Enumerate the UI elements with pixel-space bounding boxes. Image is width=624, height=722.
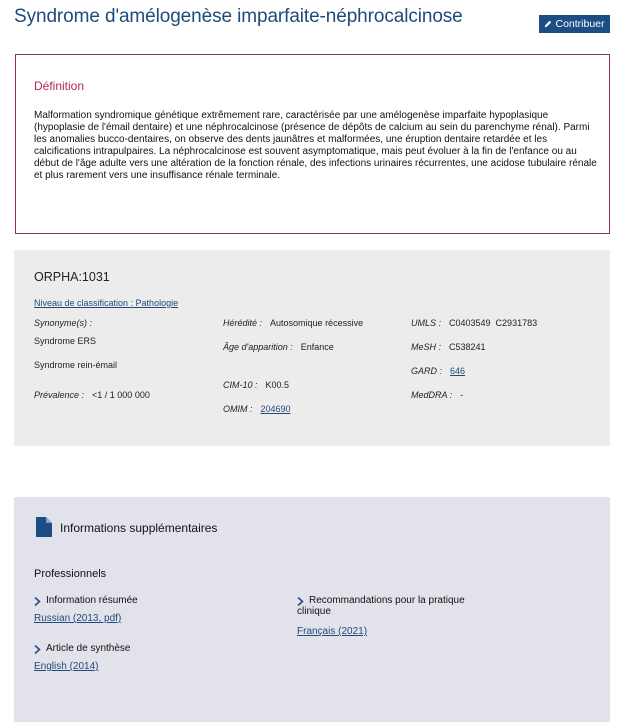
prevalence-value: <1 / 1 000 000 [92, 390, 150, 400]
chevron-right-icon [34, 597, 41, 606]
meddra-field: MedDRA : - [411, 390, 464, 400]
omim-field: OMIM : 204690 [223, 404, 291, 414]
umls-value: C0403549 C2931783 [449, 318, 538, 328]
gard-link[interactable]: 646 [450, 366, 466, 376]
resource-title-guidelines[interactable]: Recommandations pour la pratique clinique [297, 595, 465, 617]
heredity-value: Autosomique récessive [270, 318, 364, 328]
professionals-label: Professionnels [34, 568, 107, 580]
pencil-icon [544, 20, 552, 28]
chevron-right-icon [297, 597, 304, 606]
resource-link-guidelines[interactable]: Français (2021) [297, 626, 368, 637]
orpha-info-box [14, 250, 610, 446]
meddra-value: - [460, 390, 464, 400]
omim-link[interactable]: 204690 [260, 404, 291, 414]
document-icon [36, 517, 52, 537]
resource-title-summary[interactable]: Information résumée [34, 595, 138, 606]
orpha-code: ORPHA:1031 [34, 270, 110, 284]
definition-box [15, 54, 610, 234]
contribute-label: Contribuer [555, 18, 605, 30]
synonym-item: Syndrome ERS [34, 336, 97, 346]
gard-field: GARD : 646 [411, 366, 466, 376]
resource-link-summary[interactable]: Russian (2013, pdf) [34, 613, 122, 624]
chevron-right-icon [34, 645, 41, 654]
resource-link-review[interactable]: English (2014) [34, 661, 99, 672]
onset-value: Enfance [300, 342, 334, 352]
mesh-value: C538241 [449, 342, 486, 352]
resource-title-review[interactable]: Article de synthèse [34, 643, 131, 654]
icd10-value: K00.5 [265, 380, 290, 390]
umls-field: UMLS : C0403549 C2931783 [411, 318, 538, 328]
classification-link[interactable]: Niveau de classification : Pathologie [34, 298, 179, 308]
mesh-field: MeSH : C538241 [411, 342, 486, 352]
additional-info-box [14, 497, 610, 722]
contribute-button[interactable] [539, 15, 610, 33]
onset-field: Âge d'apparition : Enfance [223, 342, 334, 352]
heredity-field: Hérédité : Autosomique récessive [223, 318, 364, 328]
synonyms-label: Synonyme(s) : [34, 318, 93, 328]
page-title: Syndrome d'amélogenèse imparfaite-néphrocalcinose [14, 6, 463, 27]
info-heading: Informations supplémentaires [60, 521, 218, 535]
synonym-item: Syndrome rein-émail [34, 360, 118, 370]
icd10-field: CIM-10 : K00.5 [223, 380, 290, 390]
prevalence-field: Prévalence : <1 / 1 000 000 [34, 390, 150, 400]
definition-text: Malformation syndromique génétique extrêmement rare, caractérisée par une amélogenèse imparfaite hypoplasique (hypoplasie de l'émail dentaire) et une néphrocalcinose (présence de dépôts de calcium au sein du parenchyme rénal). Parmi les anomalies bucco-dentaires, on observe des dents jaunâtres et malformées, une éruption dentaire retardée et les calcifications intrapulpaires. La néphrocalcinose est souvent asymptomatique, mais peut évoluer à la fin de l'enfance ou au début de l'âge adulte vers une altération de la fonction rénale, des infections urinaires récurrentes, une acidose tubulaire rénale et plus rarement vers une insuffisance rénale terminale. [34, 110, 597, 182]
definition-heading: Définition [34, 79, 85, 93]
